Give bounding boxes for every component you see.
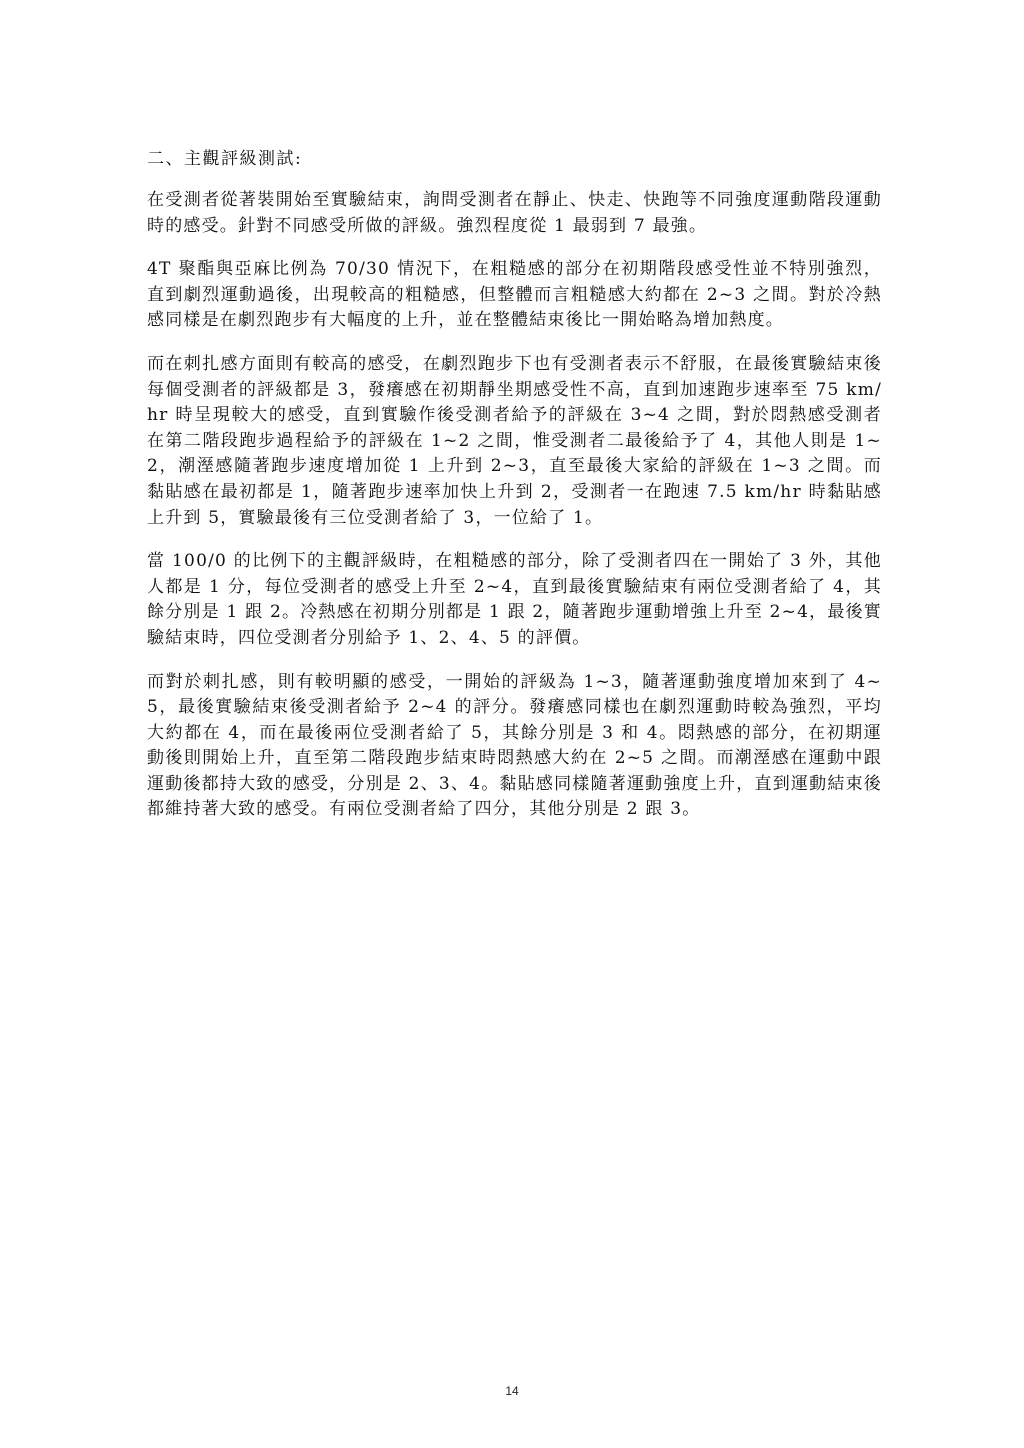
paragraph-100-0-roughness: 當 100/0 的比例下的主觀評級時，在粗糙感的部分，除了受測者四在一開始了 3 外，其他人都是 1 分，每位受測者的感受上升至 2~4，直到最後實驗結束有兩位受測者給了 4，其餘分別是 1 跟 2。冷熱感在初期分別都是 1 跟 2，隨著跑步運動增強上升至 2~4，最後實驗結束時，四位受測者分別給予 1、2、4、5 的評價。 [147, 551, 882, 648]
page-number: 14 [505, 1384, 519, 1398]
paragraph-100-0-prickle: 而對於刺扎感，則有較明顯的感受，一開始的評級為 1~3，隨著運動強度增加來到了 4~5，最後實驗結束後受測者給予 2~4 的評分。發癢感同樣也在劇烈運動時較為強烈，平均大約都在 4，而在最後兩位受測者給了 5，其餘分別是 3 和 4。悶熱感的部分，在初期運動後則開始上升，直至第二階段跑步結束時悶熱感大約在 2~5 之間。而潮溼感在運動中跟運動後都持大致的感受，分別是 2、3、4。黏貼感同樣隨著運動強度上升，直到運動結束後都維持著大致的感受。有兩位受測者給了四分，其他分別是 2 跟 3。 [147, 671, 882, 820]
paragraph-intro: 在受測者從著裝開始至實驗結束，詢問受測者在靜止、快走、快跑等不同強度運動階段運動時的感受。針對不同感受所做的評級。強烈程度從 1 最弱到 7 最強。 [147, 190, 882, 236]
paragraph-70-30-roughness: 4T 聚酯與亞麻比例為 70/30 情況下，在粗糙感的部分在初期階段感受性並不特別強烈，直到劇烈運動過後，出現較高的粗糙感，但整體而言粗糙感大約都在 2~3 之間。對於冷熱感同樣是在劇烈跑步有大幅度的上升，並在整體結束後比一開始略為增加熱度。 [147, 259, 882, 331]
document-body [147, 146, 882, 841]
paragraph-70-30-prickle: 而在刺扎感方面則有較高的感受，在劇烈跑步下也有受測者表示不舒服，在最後實驗結束後每個受測者的評級都是 3，發癢感在初期靜坐期感受性不高，直到加速跑步速率至 75 km/hr 時呈現較大的感受，直到實驗作後受測者給予的評級在 3~4 之間，對於悶熱感受測者在第二階段跑步過程給予的評級在 1~2 之間，惟受測者二最後給予了 4，其他人則是 1~2，潮溼感隨著跑步速度增加從 1 上升到 2~3，直至最後大家給的評級在 1~3 之間。而黏貼感在最初都是 1，隨著跑步速率加快上升到 2，受測者一在跑速 7.5 km/hr 時黏貼感上升到 5，實驗最後有三位受測者給了 3，一位給了 1。 [147, 353, 882, 528]
section-heading: 二、主觀評級測試: [147, 149, 303, 169]
